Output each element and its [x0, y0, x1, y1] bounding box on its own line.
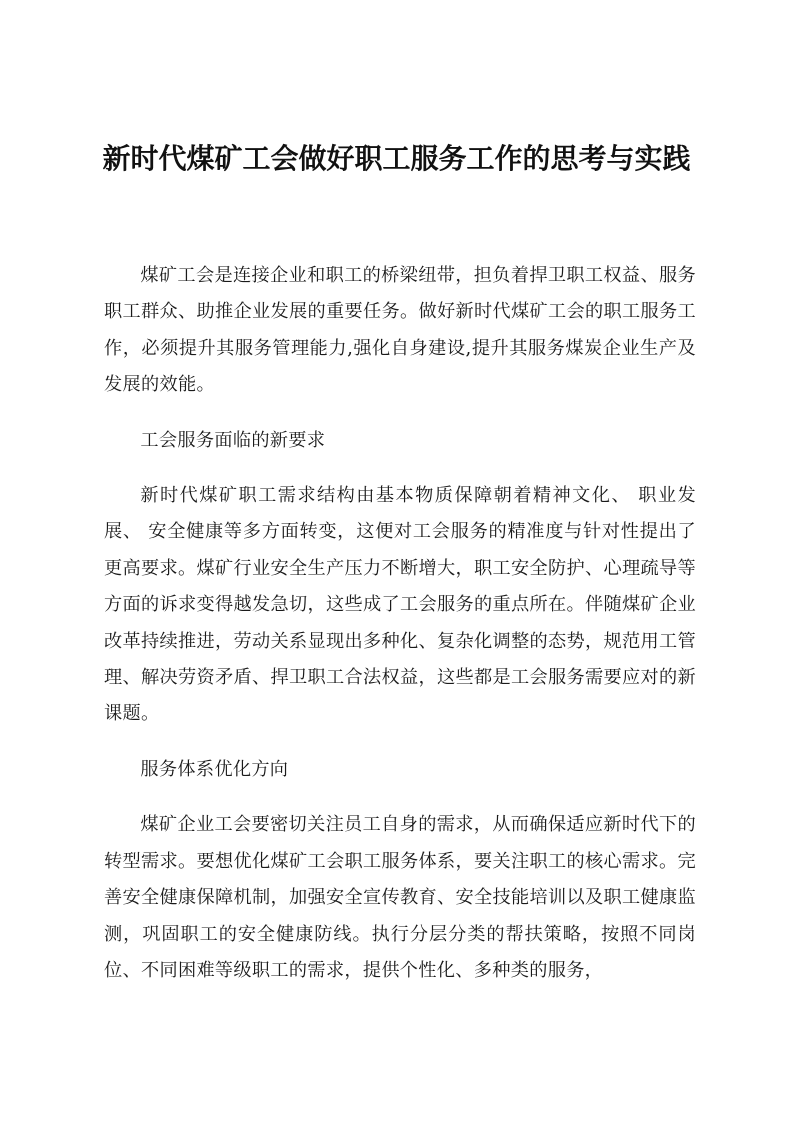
paragraph-intro: 煤矿工会是连接企业和职工的桥梁纽带，担负着捍卫职工权益、服务职工群众、助推企业发展的重要任务。做好新时代煤矿工会的职工服务工作，必须提升其服务管理能力,强化自身建设,提升其服务煤炭企业生产及发展的效能。	[104, 265, 696, 396]
document-body	[104, 258, 696, 1008]
paragraph-new-requirements: 新时代煤矿职工需求结构由基本物质保障朝着精神文化、 职业发展、 安全健康等多方面转变，这便对工会服务的精准度与针对性提出了更高要求。煤矿行业安全生产压力不断增大，职工安全防护、心理疏导等方面的诉求变得越发急切，这些成了工会服务的重点所在。伴随煤矿企业改革持续推进，劳动关系显现出多种化、复杂化调整的态势，规范用工管理、解决劳资矛盾、捍卫职工合法权益，这些都是工会服务需要应对的新课题。	[104, 485, 696, 725]
document-title: 新时代煤矿工会做好职工服务工作的思考与实践	[102, 142, 691, 175]
section-heading-new-requirements: 工会服务面临的新要求	[140, 429, 326, 451]
paragraph-optimization: 煤矿企业工会要密切关注员工自身的需求，从而确保适应新时代下的转型需求。要想优化煤矿工会职工服务体系，要关注职工的核心需求。完善安全健康保障机制，加强安全宣传教育、安全技能培训以及职工健康监测，巩固职工的安全健康防线。执行分层分类的帮扶策略，按照不同岗位、不同困难等级职工的需求，提供个性化、多种类的服务，	[104, 814, 696, 981]
section-heading-optimization: 服务体系优化方向	[140, 758, 289, 780]
